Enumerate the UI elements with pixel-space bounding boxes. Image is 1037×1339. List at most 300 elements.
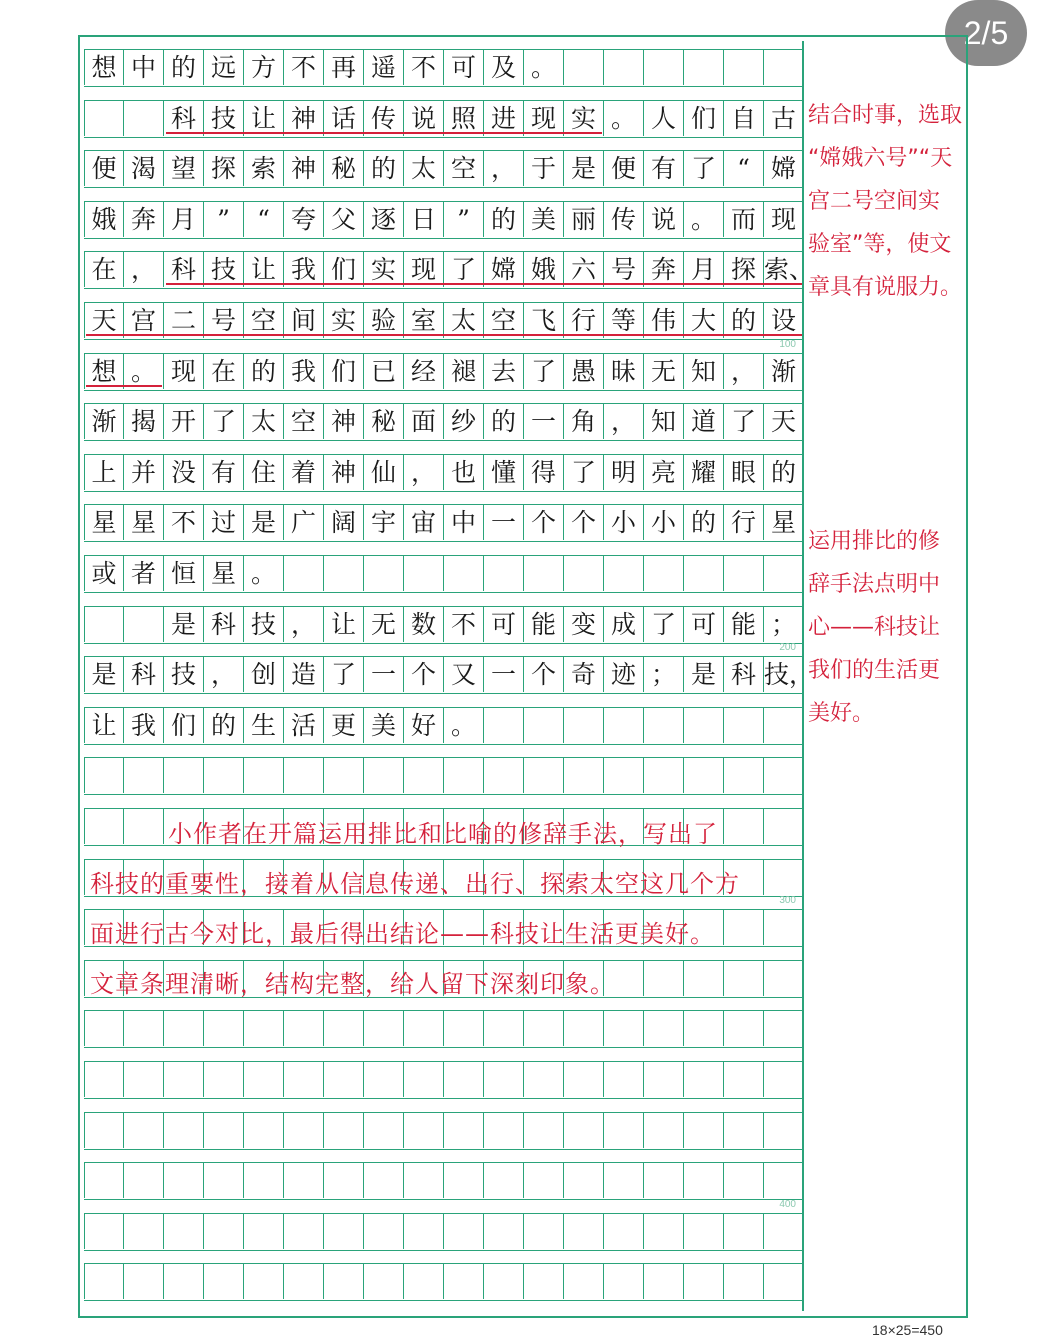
grid-cell: 技 [204, 252, 244, 287]
grid-cell: 阔 [324, 505, 364, 540]
grid-cell [204, 1214, 244, 1249]
grid-cell: 太 [404, 151, 444, 186]
grid-cell [84, 1113, 124, 1148]
grid-cell [604, 50, 644, 85]
grid-cell: 一 [484, 657, 524, 692]
grid-cell: 夸 [284, 202, 324, 237]
grid-cell: 知 [684, 354, 724, 389]
grid-row [84, 555, 804, 593]
grid-cell [164, 1264, 204, 1299]
grid-cell [564, 556, 604, 591]
grid-cell: 父 [324, 202, 364, 237]
grid-cell: 让 [244, 101, 284, 136]
grid-cell [644, 1113, 684, 1148]
grid-cell [484, 1062, 524, 1097]
grid-cell [124, 101, 164, 136]
grid-row [84, 707, 804, 745]
grid-cell: ， [604, 404, 644, 439]
grid-cell [284, 1062, 324, 1097]
grid-cell [644, 1163, 684, 1198]
grid-row [84, 656, 815, 694]
grid-cell: 远 [204, 50, 244, 85]
grid-cell [684, 556, 724, 591]
grid-cell: 日 [404, 202, 444, 237]
grid-cell: 验 [364, 303, 404, 338]
grid-cell: 探 [204, 151, 244, 186]
grid-cell: 广 [284, 505, 324, 540]
grid-cell: 技， [764, 657, 804, 692]
grid-cell [524, 708, 564, 743]
grid-cell: 神 [284, 151, 324, 186]
grid-cell: 六 [564, 252, 604, 287]
grid-cell [604, 1011, 644, 1046]
grid-cell: 面 [404, 404, 444, 439]
grid-cell: 娥 [524, 252, 564, 287]
grid-cell: 遥 [364, 50, 404, 85]
grid-cell [404, 1163, 444, 1198]
grid-cell [684, 1113, 724, 1148]
grid-cell [644, 708, 684, 743]
grid-cell: 让 [244, 252, 284, 287]
grid-cell: 去 [484, 354, 524, 389]
grid-cell [764, 1062, 804, 1097]
grid-cell: 。 [604, 101, 644, 136]
grid-cell: 没 [164, 455, 204, 490]
grid-cell: 于 [524, 151, 564, 186]
grid-cell: 嫦 [484, 252, 524, 287]
grid-cell [124, 809, 164, 844]
grid-row [84, 757, 804, 795]
grid-cell: 娥 [84, 202, 124, 237]
grid-cell: 现 [404, 252, 444, 287]
grid-cell [404, 1011, 444, 1046]
grid-cell: 便 [84, 151, 124, 186]
grid-cell: 一 [484, 505, 524, 540]
grid-cell: 神 [324, 404, 364, 439]
grid-cell [564, 1264, 604, 1299]
grid-row [84, 353, 804, 391]
grid-cell: 明 [604, 455, 644, 490]
grid-cell: 望 [164, 151, 204, 186]
grid-cell: 进 [484, 101, 524, 136]
grid-cell: 者 [124, 556, 164, 591]
grid-cell: 能 [724, 607, 764, 642]
grid-cell: 逐 [364, 202, 404, 237]
grid-cell: 索、 [764, 252, 804, 287]
grid-cell: 美 [364, 708, 404, 743]
grid-cell [524, 1062, 564, 1097]
grid-cell [684, 1264, 724, 1299]
grid-cell: 的 [244, 354, 284, 389]
grid-cell [84, 809, 124, 844]
margin-comment-1: 结合时事，选取 “嫦娥六号”“天 宫二号空间实 验室”等，使文 章具有说服力。 [808, 103, 963, 300]
grid-cell [164, 758, 204, 793]
grid-cell: 星 [124, 505, 164, 540]
grid-cell: 便 [604, 151, 644, 186]
grid-cell: ， [404, 455, 444, 490]
grid-cell [764, 809, 804, 844]
grid-cell: 。 [684, 202, 724, 237]
grid-cell [164, 1113, 204, 1148]
grid-cell: 传 [604, 202, 644, 237]
grid-cell [284, 1113, 324, 1148]
grid-cell: 的 [364, 151, 404, 186]
grid-cell: 奇 [564, 657, 604, 692]
grid-cell: 了 [444, 252, 484, 287]
grid-cell: ， [484, 151, 524, 186]
grid-cell: 恒 [164, 556, 204, 591]
grid-cell: 是 [684, 657, 724, 692]
grid-cell: 可 [684, 607, 724, 642]
grid-cell [724, 1214, 764, 1249]
grid-cell [724, 1011, 764, 1046]
grid-cell: 空 [444, 151, 484, 186]
grid-cell [84, 1062, 124, 1097]
grid-cell [684, 50, 724, 85]
grid-cell: 上 [84, 455, 124, 490]
grid-cell [764, 1214, 804, 1249]
grid-cell: 技 [204, 101, 244, 136]
grid-cell [324, 1113, 364, 1148]
grid-cell [684, 758, 724, 793]
grid-cell [324, 758, 364, 793]
grid-cell [644, 1264, 684, 1299]
grid-cell: 们 [324, 252, 364, 287]
grid-row [84, 504, 804, 542]
grid-cell [404, 1264, 444, 1299]
grid-cell: 古 [764, 101, 804, 136]
grid-cell [564, 758, 604, 793]
grid-cell: 现 [524, 101, 564, 136]
grid-cell: 迹 [604, 657, 644, 692]
grid-cell [524, 1163, 564, 1198]
grid-cell [484, 556, 524, 591]
grid-cell: 等 [604, 303, 644, 338]
grid-cell: 已 [364, 354, 404, 389]
grid-cell: 大 [684, 303, 724, 338]
grid-cell: 褪 [444, 354, 484, 389]
grid-cell [124, 1062, 164, 1097]
grid-cell: 技 [244, 607, 284, 642]
grid-cell [324, 1214, 364, 1249]
grid-cell [564, 1113, 604, 1148]
grid-cell [684, 1062, 724, 1097]
grid-cell [444, 1264, 484, 1299]
grid-cell: 或 [84, 556, 124, 591]
grid-cell: 传 [364, 101, 404, 136]
grid-cell [604, 708, 644, 743]
grid-row [84, 150, 804, 188]
grid-cell: 生 [244, 708, 284, 743]
grid-cell: 并 [124, 455, 164, 490]
grid-cell [164, 1163, 204, 1198]
grid-cell: 仙 [364, 455, 404, 490]
grid-row [84, 1213, 804, 1251]
grid-cell: 们 [324, 354, 364, 389]
grid-cell: 是 [244, 505, 284, 540]
grid-cell [724, 758, 764, 793]
grid-cell [764, 758, 804, 793]
grid-cell: 神 [284, 101, 324, 136]
word-count-marker: 300 [779, 895, 796, 907]
grid-cell: 了 [724, 404, 764, 439]
grid-cell: “ [724, 151, 764, 186]
grid-cell [764, 1264, 804, 1299]
grid-cell: 是 [564, 151, 604, 186]
grid-cell [364, 1214, 404, 1249]
grid-cell: 说 [404, 101, 444, 136]
grid-cell [244, 1264, 284, 1299]
grid-cell: 愚 [564, 354, 604, 389]
grid-cell: 让 [84, 708, 124, 743]
grid-cell: 无 [644, 354, 684, 389]
grid-cell: 现 [164, 354, 204, 389]
grid-cell [604, 1163, 644, 1198]
grid-cell [364, 1062, 404, 1097]
grid-cell: 行 [724, 505, 764, 540]
grid-cell: 着 [284, 455, 324, 490]
grid-cell: 而 [724, 202, 764, 237]
grid-cell: 知 [644, 404, 684, 439]
red-underline [86, 334, 802, 336]
grid-cell [244, 1113, 284, 1148]
grid-cell: 飞 [524, 303, 564, 338]
grid-cell [244, 758, 284, 793]
red-underline [86, 385, 162, 387]
grid-cell: 我 [284, 252, 324, 287]
grid-cell [444, 1163, 484, 1198]
grid-cell [764, 961, 804, 996]
grid-row [84, 49, 804, 87]
word-count-marker: 200 [779, 642, 796, 654]
grid-cell: 照 [444, 101, 484, 136]
grid-cell [644, 1214, 684, 1249]
character-grid [84, 41, 815, 1311]
grid-cell: 奔 [644, 252, 684, 287]
grid-cell [84, 101, 124, 136]
grid-cell [444, 1214, 484, 1249]
grid-cell: 们 [684, 101, 724, 136]
grid-cell [524, 1011, 564, 1046]
grid-cell: 的 [764, 455, 804, 490]
grid-cell [644, 1062, 684, 1097]
grid-cell [764, 556, 804, 591]
grid-cell: 渴 [124, 151, 164, 186]
grid-cell [284, 1163, 324, 1198]
grid-cell [204, 1011, 244, 1046]
grid-cell: 懂 [484, 455, 524, 490]
grid-cell [364, 1264, 404, 1299]
grid-cell [524, 758, 564, 793]
grid-cell [324, 1062, 364, 1097]
grid-cell [564, 708, 604, 743]
grid-cell [444, 1062, 484, 1097]
grid-cell: 嫦 [764, 151, 804, 186]
grid-cell [364, 1113, 404, 1148]
grid-cell: 的 [484, 404, 524, 439]
grid-cell [564, 1062, 604, 1097]
grid-cell [724, 1163, 764, 1198]
grid-cell [324, 556, 364, 591]
grid-row [84, 454, 804, 492]
grid-cell [604, 1214, 644, 1249]
grid-cell: 们 [164, 708, 204, 743]
grid-cell: 的 [204, 708, 244, 743]
grid-cell: 。 [124, 354, 164, 389]
grid-cell [644, 1011, 684, 1046]
grid-cell: 空 [244, 303, 284, 338]
grid-cell [164, 1062, 204, 1097]
grid-cell: 想 [84, 354, 124, 389]
grid-cell [604, 758, 644, 793]
grid-cell [644, 50, 684, 85]
grid-cell: 宙 [404, 505, 444, 540]
grid-cell: 耀 [684, 455, 724, 490]
grid-cell [284, 1214, 324, 1249]
grid-cell: 活 [284, 708, 324, 743]
grid-cell [644, 758, 684, 793]
grid-cell: 科 [204, 607, 244, 642]
grid-cell [764, 1163, 804, 1198]
grid-cell: 一 [364, 657, 404, 692]
grid-row [84, 1263, 804, 1301]
grid-cell: 让 [324, 607, 364, 642]
comment-line-3: 面进行古今对比，最后得出结论——科技让生活更美好。 [90, 920, 715, 948]
grid-cell: ； [644, 657, 684, 692]
grid-cell [284, 1264, 324, 1299]
grid-cell: 设 [764, 303, 804, 338]
grid-cell: 奔 [124, 202, 164, 237]
grid-cell [404, 758, 444, 793]
grid-cell [564, 1163, 604, 1198]
grid-cell: 再 [324, 50, 364, 85]
grid-cell: 及 [484, 50, 524, 85]
grid-cell [84, 1214, 124, 1249]
grid-row [84, 1061, 804, 1099]
grid-cell: 空 [284, 404, 324, 439]
grid-cell [364, 758, 404, 793]
grid-cell: 个 [564, 505, 604, 540]
grid-cell: 星 [84, 505, 124, 540]
grid-cell [404, 1113, 444, 1148]
grid-cell: 成 [604, 607, 644, 642]
grid-cell: 了 [644, 607, 684, 642]
comment-line-4: 文章条理清晰，结构完整，给人留下深刻印象。 [90, 970, 615, 998]
grid-cell: 可 [484, 607, 524, 642]
grid-cell: 话 [324, 101, 364, 136]
grid-cell: 月 [164, 202, 204, 237]
grid-cell [84, 758, 124, 793]
grid-cell [724, 910, 764, 945]
grid-cell [124, 1264, 164, 1299]
grid-cell: ， [724, 354, 764, 389]
grid-cell: 说 [644, 202, 684, 237]
grid-cell [404, 556, 444, 591]
grid-cell [84, 1011, 124, 1046]
grid-cell [764, 910, 804, 945]
grid-cell: “ [244, 202, 284, 237]
grid-cell [564, 1214, 604, 1249]
grid-cell: 变 [564, 607, 604, 642]
grid-cell [284, 556, 324, 591]
grid-cell [484, 1214, 524, 1249]
grid-cell: 好 [404, 708, 444, 743]
grid-cell: 揭 [124, 404, 164, 439]
grid-cell [164, 1214, 204, 1249]
grid-cell: 了 [684, 151, 724, 186]
grid-cell: 。 [244, 556, 284, 591]
grid-cell: 也 [444, 455, 484, 490]
grid-cell: 探 [724, 252, 764, 287]
grid-cell: 月 [684, 252, 724, 287]
grid-cell [324, 1163, 364, 1198]
grid-cell [364, 556, 404, 591]
grid-cell: 实 [564, 101, 604, 136]
grid-cell: 纱 [444, 404, 484, 439]
page-indicator[interactable]: 2/5 [945, 0, 1027, 66]
grid-cell: 宫 [124, 303, 164, 338]
grid-cell: 太 [244, 404, 284, 439]
grid-cell: 个 [404, 657, 444, 692]
grid-cell [764, 50, 804, 85]
grid-cell [124, 607, 164, 642]
grid-cell: 科 [124, 657, 164, 692]
grid-cell: ， [284, 607, 324, 642]
grid-cell [324, 1011, 364, 1046]
grid-cell [404, 1062, 444, 1097]
grid-cell: 创 [244, 657, 284, 692]
grid-cell: 行 [564, 303, 604, 338]
grid-cell: 不 [444, 607, 484, 642]
word-count-marker: 100 [779, 338, 796, 350]
grid-cell: 星 [764, 505, 804, 540]
grid-cell: 我 [124, 708, 164, 743]
grid-cell [604, 1062, 644, 1097]
grid-cell [124, 1163, 164, 1198]
grid-row [84, 1112, 804, 1150]
grid-cell [204, 1062, 244, 1097]
grid-cell: 无 [364, 607, 404, 642]
grid-cell [724, 556, 764, 591]
grid-cell: 号 [204, 303, 244, 338]
grid-cell: 太 [444, 303, 484, 338]
grid-cell [444, 1011, 484, 1046]
word-count-marker: 400 [779, 1198, 796, 1210]
grid-cell [84, 1264, 124, 1299]
grid-cell [364, 1011, 404, 1046]
grid-cell [604, 556, 644, 591]
grid-cell [724, 50, 764, 85]
grid-cell [484, 1264, 524, 1299]
grid-cell: 天 [764, 404, 804, 439]
grid-cell [764, 860, 804, 895]
grid-cell: 的 [684, 505, 724, 540]
grid-cell [684, 1163, 724, 1198]
grid-cell [484, 708, 524, 743]
grid-cell: 人 [644, 101, 684, 136]
grid-cell [444, 556, 484, 591]
grid-cell [444, 1113, 484, 1148]
grid-cell: 的 [484, 202, 524, 237]
grid-cell [204, 1163, 244, 1198]
grid-cell: 。 [524, 50, 564, 85]
grid-cell [484, 1011, 524, 1046]
grid-cell: 科 [164, 101, 204, 136]
grid-cell: 不 [164, 505, 204, 540]
grid-row [84, 606, 804, 644]
grid-cell: ” [444, 202, 484, 237]
grid-row [84, 201, 804, 239]
